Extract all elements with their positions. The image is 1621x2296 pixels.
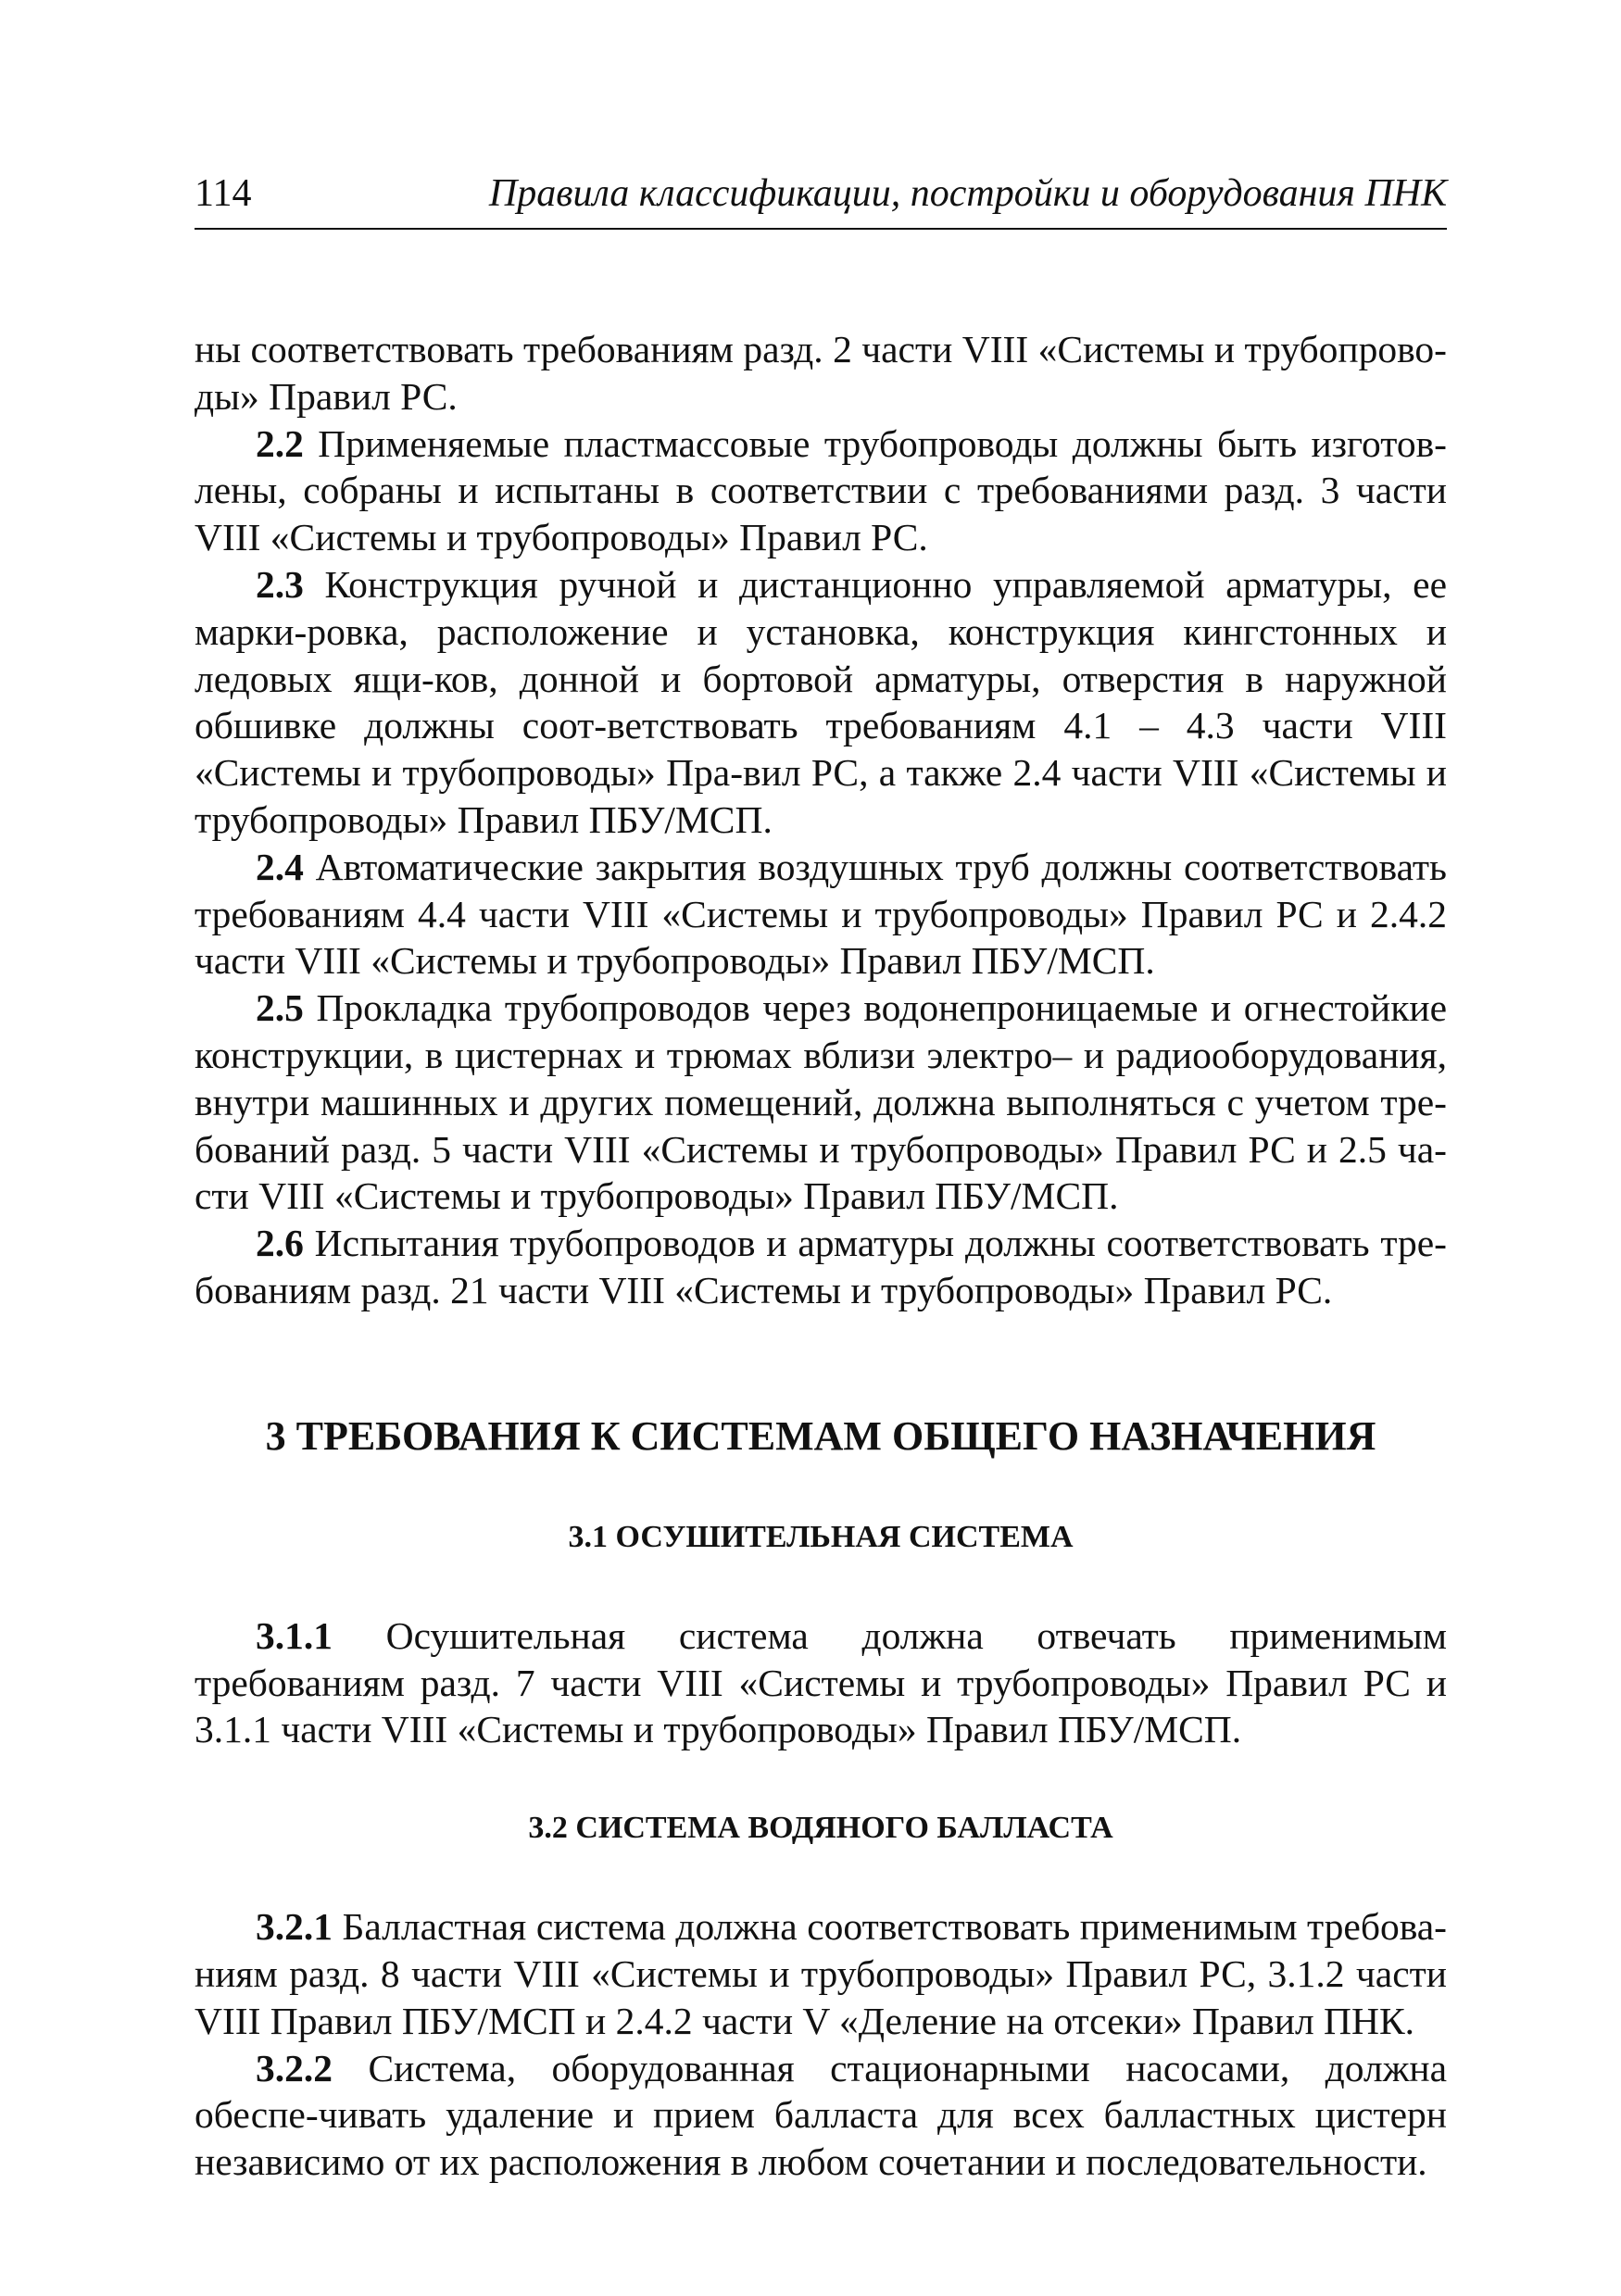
subsection-3-1-heading: 3.1 ОСУШИТЕЛЬНАЯ СИСТЕМА — [568, 1519, 1074, 1554]
paragraph-text: Система, оборудованная стационарными насосами, должна обеспе-чивать удаление и прием балласта для всех балластных цистерн независимо от их расположения в любом сочетании и последовательности. — [195, 2046, 1447, 2184]
paragraph-text: Балластная система должна соответствовать применимым требова-ниям разд. 8 части VIII «Системы и трубопроводы» Правил РС, 3.1.2 части VIII Правил ПБУ/МСП и 2.4.2 части V «Деление на отсеки» Правил ПНК. — [195, 1905, 1447, 2042]
document-body — [195, 326, 1447, 2186]
paragraph-text: Прокладка трубопроводов через водонепроницаемые и огнестойкие конструкции, в цистернах и трюмах вблизи электро– и радиооборудования, внутри машинных и других помещений, должна выполняться с учетом тре-бований разд. 5 части VIII «Системы и трубопроводы» Правил РС и 2.5 ча-сти VIII «Системы и трубопроводы» Правил ПБУ/МСП. — [195, 986, 1447, 1218]
paragraph-3-2-1 — [195, 1903, 1447, 2044]
paragraph-number: 2.3 — [256, 562, 304, 606]
paragraph-2-3 — [195, 561, 1447, 844]
paragraph-number: 2.4 — [256, 845, 304, 888]
subsection-3-2-heading: 3.2 СИСТЕМА ВОДЯНОГО БАЛЛАСТА — [528, 1811, 1113, 1846]
paragraph-2-4 — [195, 844, 1447, 985]
page-number: 114 — [195, 172, 252, 215]
running-header — [195, 169, 1447, 219]
paragraph-3-1-1 — [195, 1612, 1447, 1753]
continuation-paragraph: ны соответствовать требованиям разд. 2 части VIII «Системы и трубопрово-ды» Правил РС. — [195, 328, 1447, 418]
section-3-heading: 3 ТРЕБОВАНИЯ К СИСТЕМАМ ОБЩЕГО НАЗНАЧЕНИЯ — [265, 1412, 1376, 1459]
paragraph-number: 3.1.1 — [256, 1613, 333, 1657]
paragraph-3-2-2 — [195, 2045, 1447, 2186]
paragraph-text: Испытания трубопроводов и арматуры должны соответствовать тре-бованиям разд. 21 части VIII «Системы и трубопроводы» Правил РС. — [195, 1222, 1447, 1311]
paragraph-2-5 — [195, 985, 1447, 1220]
paragraph-text: Конструкция ручной и дистанционно управляемой арматуры, ее марки-ровка, расположение и установка, конструкция кингстонных и ледовых ящи-ков, донной и бортовой арматуры, отверстия в наружной обшивке должны соот-ветствовать требованиям 4.1 – 4.3 части VIII «Системы и трубопроводы» Пра-вил РС, а также 2.4 части VIII «Системы и трубопроводы» Правил ПБУ/МСП. — [195, 562, 1447, 841]
paragraph-number: 2.5 — [256, 986, 304, 1030]
paragraph-2-6 — [195, 1220, 1447, 1314]
paragraph-text: Автоматические закрытия воздушных труб должны соответствовать требованиям 4.4 части VIII «Системы и трубопроводы» Правил РС и 2.4.2 части VIII «Системы и трубопроводы» Правил ПБУ/МСП. — [195, 845, 1447, 983]
paragraph-2-2 — [195, 420, 1447, 561]
running-title: Правила классификации, постройки и оборудования ПНК — [488, 172, 1447, 215]
paragraph-text: Осушительная система должна отвечать применимым требованиям разд. 7 части VIII «Системы и трубопроводы» Правил РС и 3.1.1 части VIII «Системы и трубопроводы» Правил ПБУ/МСП. — [195, 1613, 1447, 1751]
paragraph-number: 3.2.1 — [256, 1905, 333, 1949]
paragraph-number: 2.2 — [256, 421, 304, 465]
paragraph-number: 2.6 — [256, 1222, 304, 1265]
paragraph-number: 3.2.2 — [256, 2046, 333, 2089]
header-rule — [195, 228, 1447, 230]
paragraph-text: Применяемые пластмассовые трубопроводы должны быть изготов-лены, собраны и испытаны в соответствии с требованиями разд. 3 части VIII «Системы и трубопроводы» Правил РС. — [195, 421, 1447, 559]
